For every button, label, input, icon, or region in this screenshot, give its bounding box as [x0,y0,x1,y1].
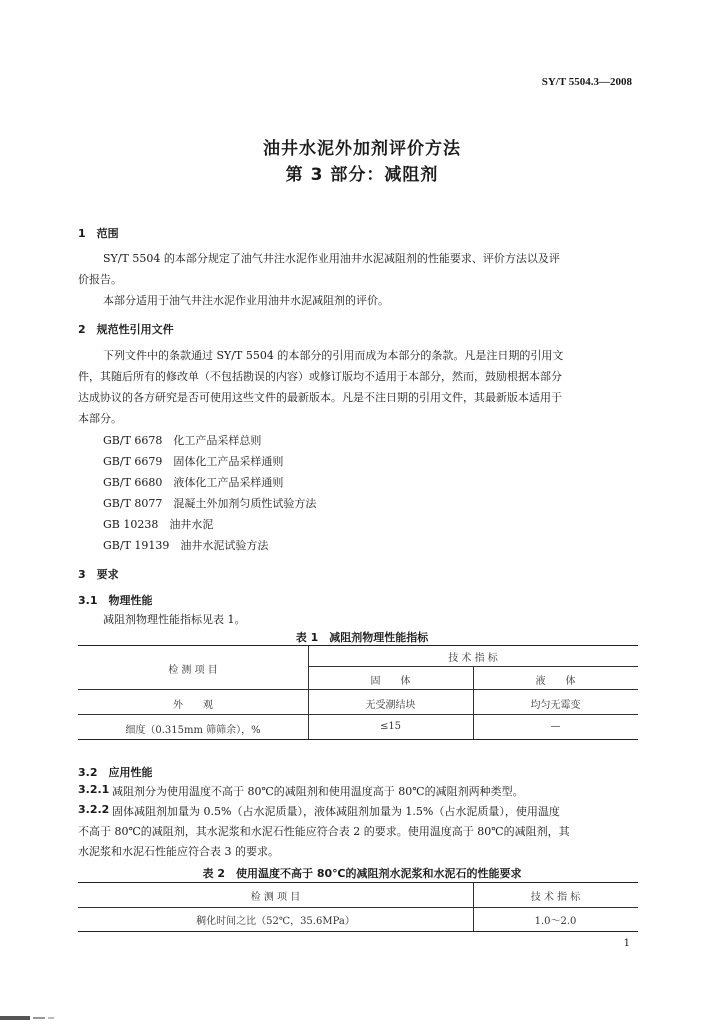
section-2-paragraph-line-1: 下列文件中的条款通过 SY/T 5504 的本部分的引用而成为本部分的条款。凡是注日期的引用文 [103,349,564,362]
table-1 [78,645,638,740]
table-1-caption: 表 1 减阻剂物理性能指标 [295,631,429,644]
section-3-2-2-number: 3.2.2 [78,803,110,816]
table-1-cell-liquid: — [550,721,561,732]
document-title: 油井水泥外加剂评价方法 [263,139,461,159]
table-1-cell-item: 外 观 [173,700,213,711]
table-2-caption: 表 2 使用温度不高于 80℃的减阻剂水泥浆和水泥石的性能要求 [202,867,522,880]
section-3-1-text: 减阻剂物理性能指标见表 1。 [103,613,246,626]
table-1-cell-item: 细度（0.315mm 筛筛余），% [125,725,261,736]
page-number: 1 [623,938,630,949]
table-2 [78,882,638,932]
section-3-heading: 3 要求 [78,568,119,581]
table-1-header-solid: 固 体 [370,676,411,687]
table-1-cell-liquid: 均匀无霉变 [530,700,581,711]
reference-item: GB/T 8077 混凝土外加剂匀质性试验方法 [103,497,317,510]
scan-artifact-mark [0,1014,80,1022]
section-1-paragraph-1: SY/T 5504 的本部分规定了油气井注水泥作业用油井水泥减阻剂的性能要求、评价方法以及评 [103,252,560,265]
reference-item: GB/T 6679 固体化工产品采样通则 [103,455,284,468]
section-2-paragraph-line-2: 件，其随后所有的修改单（不包括勘误的内容）或修订版均不适用于本部分，然而，鼓励根据本部分 [78,370,562,383]
section-3-2-2-line-1: 固体减阻剂加量为 0.5%（占水泥质量），液体减阻剂加量为 1.5%（占水泥质量），使用温度 [112,805,560,818]
table-rule [78,714,638,715]
section-3-1-heading: 3.1 物理性能 [78,594,153,607]
section-3-2-heading: 3.2 应用性能 [78,766,153,779]
section-1-paragraph-2: 本部分适用于油气井注水泥作业用油井水泥减阻剂的评价。 [103,294,389,307]
section-1-paragraph-1-cont: 价报告。 [78,273,122,286]
section-3-2-2-line-2: 不高于 80℃的减阻剂，其水泥浆和水泥石性能应符合表 2 的要求。使用温度高于 80℃的减阻剂，其 [78,825,570,838]
table-1-cell-solid: 无受潮结块 [365,700,416,711]
table-2-header-item: 检 测 项 目 [250,892,301,903]
section-2-heading: 2 规范性引用文件 [78,323,174,336]
reference-item: GB/T 6678 化工产品采样总则 [103,434,262,447]
table-1-header-liquid: 液 体 [535,676,576,687]
section-2-paragraph-line-4: 本部分。 [78,412,122,425]
document-subtitle: 第 3 部分：减阻剂 [285,165,439,185]
table-2-cell-value: 1.0～2.0 [534,916,577,927]
table-1-header-tech: 技 术 指 标 [448,653,498,664]
section-2-paragraph-line-3: 达成协议的各方研究是否可使用这些文件的最新版本。凡是不注日期的引用文件，其最新版本适用于 [78,391,562,404]
section-3-2-1-text: 减阻剂分为使用温度不高于 80℃的减阻剂和使用温度高于 80℃的减阻剂两种类型。 [112,785,524,798]
section-3-2-1-number: 3.2.1 [78,783,110,796]
section-1-heading: 1 范围 [78,227,119,240]
table-1-header-item: 检 测 项 目 [168,665,218,676]
section-3-2-2-line-3: 水泥浆和水泥石性能应符合表 3 的要求。 [78,845,279,858]
standard-number: SY/T 5504.3—2008 [541,76,632,88]
table-2-cell-item: 稠化时间之比（52℃，35.6MPa） [196,916,355,927]
table-rule [78,907,638,908]
table-2-header-tech: 技 术 指 标 [530,892,581,903]
reference-item: GB/T 6680 液体化工产品采样通则 [103,476,284,489]
reference-item: GB 10238 油井水泥 [103,518,214,531]
reference-item: GB/T 19139 油井水泥试验方法 [103,539,269,552]
table-rule [78,689,638,690]
table-1-cell-solid: ≤15 [379,721,402,732]
